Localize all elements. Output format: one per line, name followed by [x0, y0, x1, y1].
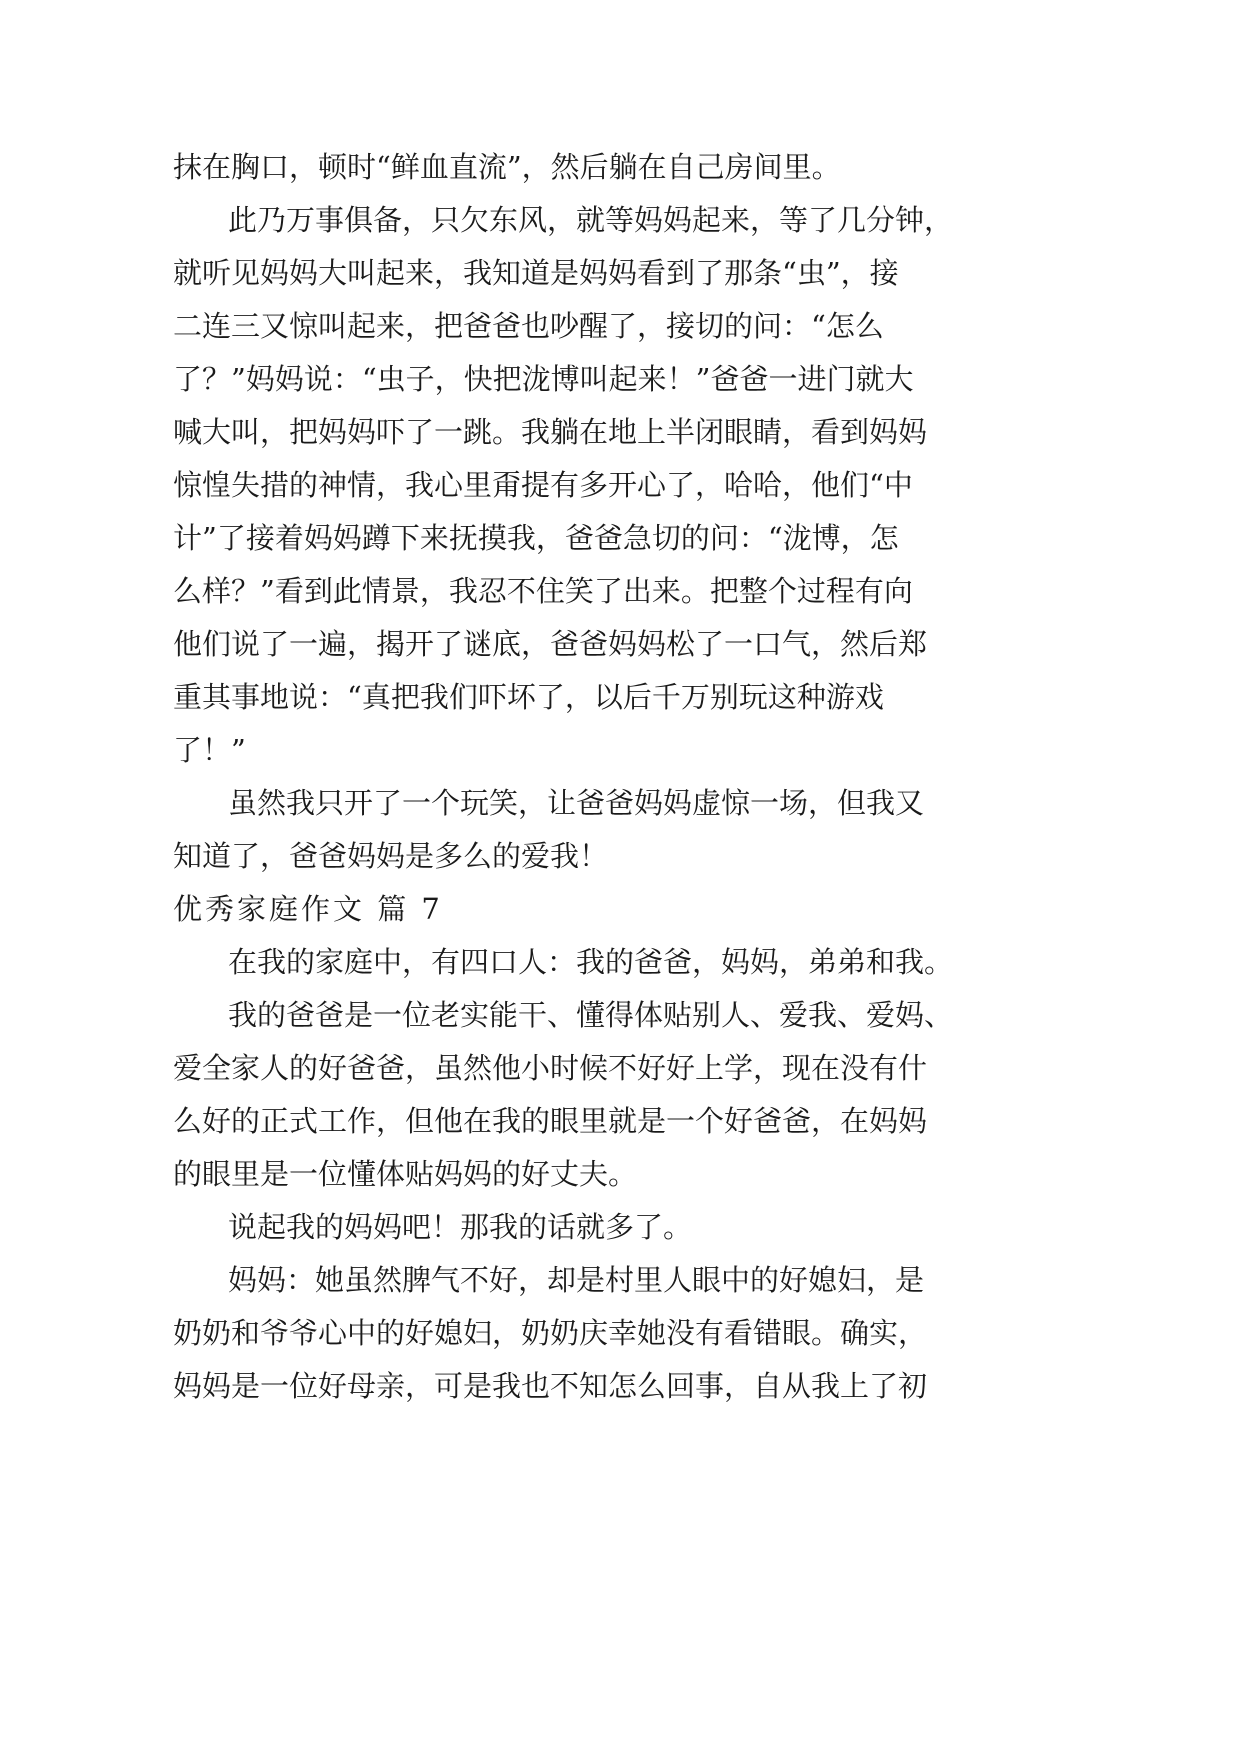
paragraph-first-line: 虽然我只开了一个玩笑，让爸爸妈妈虚惊一场，但我又 [228, 786, 925, 820]
text-line: 喊大叫，把妈妈吓了一跳。我躺在地上半闭眼睛，看到妈妈 [173, 415, 928, 449]
paragraph-first-line: 在我的家庭中，有四口人：我的爸爸，妈妈，弟弟和我。 [228, 945, 954, 979]
text-line: 抹在胸口，顿时“鲜血直流”，然后躺在自己房间里。 [173, 150, 841, 184]
text-line: 二连三又惊叫起来，把爸爸也吵醒了，接切的问：“怎么 [173, 309, 884, 343]
text-line: 知道了，爸爸妈妈是多么的爱我！ [173, 839, 609, 873]
paragraph-first-line: 此乃万事俱备，只欠东风，就等妈妈起来，等了几分钟， [228, 203, 954, 237]
text-line: 就听见妈妈大叫起来，我知道是妈妈看到了那条“虫”，接 [173, 256, 899, 290]
text-line: 妈妈是一位好母亲，可是我也不知怎么回事，自从我上了初 [173, 1369, 928, 1403]
text-line: 了！” [173, 733, 246, 767]
text-line: 他们说了一遍，揭开了谜底，爸爸妈妈松了一口气，然后郑 [173, 627, 928, 661]
text-line: 的眼里是一位懂体贴妈妈的好丈夫。 [173, 1157, 638, 1191]
paragraph-first-line: 我的爸爸是一位老实能干、懂得体贴别人、爱我、爱妈、 [228, 998, 954, 1032]
text-line: 爱全家人的好爸爸，虽然他小时候不好好上学，现在没有什 [173, 1051, 928, 1085]
text-line: 么好的正式工作，但他在我的眼里就是一个好爸爸，在妈妈 [173, 1104, 928, 1138]
text-line: 重其事地说：“真把我们吓坏了，以后千万别玩这种游戏 [173, 680, 884, 714]
paragraph-first-line: 妈妈：她虽然脾气不好，却是村里人眼中的好媳妇，是 [228, 1263, 925, 1297]
text-line: 么样？”看到此情景，我忍不住笑了出来。把整个过程有向 [173, 574, 913, 608]
text-line: 奶奶和爷爷心中的好媳妇，奶奶庆幸她没有看错眼。确实， [173, 1316, 928, 1350]
section-heading: 优秀家庭作文 篇 7 [173, 892, 443, 926]
text-line: 惊惶失措的神情，我心里甭提有多开心了，哈哈，他们“中 [173, 468, 913, 502]
text-line: 了？”妈妈说：“虫子，快把泷博叫起来！”爸爸一进门就大 [173, 362, 914, 396]
text-line: 计”了接着妈妈蹲下来抚摸我，爸爸急切的问：“泷博，怎 [173, 521, 899, 555]
paragraph-first-line: 说起我的妈妈吧！那我的话就多了。 [228, 1210, 693, 1244]
